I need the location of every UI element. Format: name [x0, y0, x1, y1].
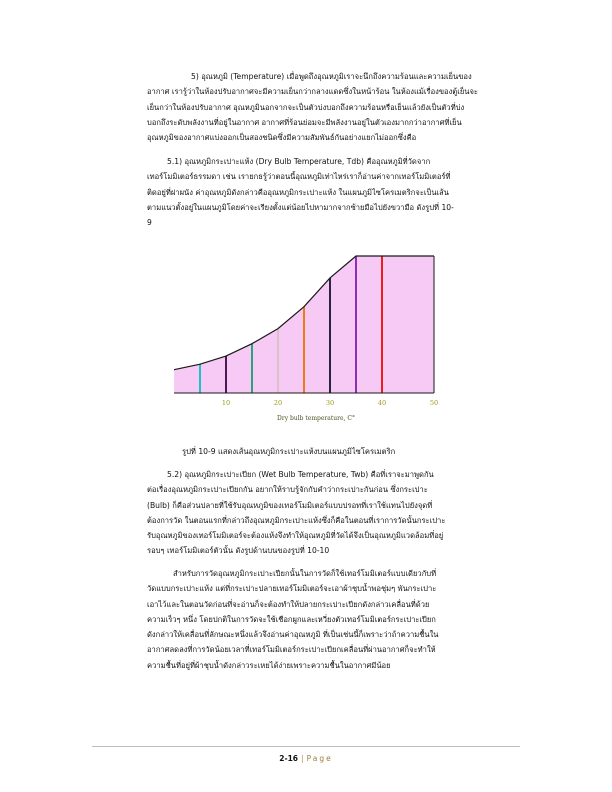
dry-bulb-chart	[170, 246, 446, 426]
paragraph-temperature	[147, 69, 519, 145]
page-footer	[0, 754, 612, 763]
text-line: ตามแนวตั้งอยู่ในแผนภูมิโดยค่าจะเรียงตั้งแต่น้อยไปหามากจากซ้ายมือไปยังขวามือ ดังรูปที่ 10-	[147, 202, 454, 212]
text-line: ความเร็วๆ หนึ่ง โดยปกติในการวัดจะใช้เชือกผูกและเหวี่ยงตัวเทอร์โมมิเตอร์กระเปาะเปียก	[147, 614, 436, 624]
text-line: ดังกล่าวให้เคลื่อนที่ลักษณะหนึ่งแล้วจึงอ่านค่าอุณหภูมิ ที่เป็นเช่นนี้ก็เพราะว่าถ้าความชื้นใน	[147, 630, 439, 640]
text-line: รอบๆ เทอร์โมมิเตอร์ตัวนั้น ดังรูปด้านบนของรูปที่ 10-10	[147, 546, 330, 556]
text-line: 5.1) อุณหภูมิกระเปาะแห้ง (Dry Bulb Temperature, Tdb) คืออุณหภูมิที่วัดจาก	[167, 157, 431, 166]
text-line: 5.2) อุณหภูมิกระเปาะเปียก (Wet Bulb Temperature, Twb) คือที่เราจะมาพูดกัน	[167, 470, 434, 479]
footer-separator: |	[301, 754, 304, 763]
text-line: เอาไว้และในตอนวัดก่อนที่จะอ่านก็จะต้องทำให้ปลายกระเปาะเปียกดังกล่าวเคลื่อนที่ด้วย	[147, 599, 430, 609]
text-line: รับอุณหภูมิของเทอร์โมมิเตอร์จะต้องแห้งจึงทำให้อุณหภูมิที่วัดได้จึงเป็นอุณหภูมิแวดล้อมที่อยู่	[147, 531, 444, 541]
text-line: อากาศ เรารู้ว่าในห้องปรับอากาศจะมีความเย็นกว่ากลางแดดซึ่งในหน้าร้อน ในห้องแม้เรื่องของตู้เย็นจะ	[147, 87, 478, 97]
text-line: 9	[147, 218, 152, 228]
footer-divider	[92, 746, 520, 747]
text-line: ความชื้นที่อยู่ที่ผ้าชุบน้ำดังกล่าวระเหยได้ง่ายเพราะความชื้นในอากาศมีน้อย	[147, 660, 391, 670]
text-line: (Bulb) ก็คือส่วนปลายที่ใช้รับอุณหภูมิของเทอร์โมมิเตอร์แบบปรอทที่เราใช้แทนไปยังจุดที่	[147, 500, 433, 510]
text-line: อุณหภูมิของอากาศแบ่งออกเป็นสองชนิดซึ่งมีความสัมพันธ์กันอย่างแยกไม่ออกซึ่งคือ	[147, 133, 417, 143]
text-line: เย็นกว่าในห้องปรับอากาศ อุณหภูมินอกจากจะเป็นตัวบ่งบอกถึงความร้อนหรือเย็นแล้วยังเป็นตัวที่บ่ง	[147, 102, 465, 112]
x-axis-label: Dry bulb temperature, C°	[277, 415, 355, 422]
paragraph-dry-bulb	[147, 154, 519, 230]
text-line: ต้องการวัด ในตอนแรกที่กล่าวถึงอุณหภูมิกระเปาะแห้งซึ่งก็คือในตอนที่เราการวัดนั้นกระเปาะ	[147, 515, 446, 525]
page-word: Page	[306, 754, 333, 763]
text-line: ติดอยู่ที่ฝาผนัง ค่าอุณหภูมิดังกล่าวคืออุณหภูมิกระเปาะแห้ง ในแผนภูมิไซโครเมตริกจะเป็นเส้น	[147, 187, 449, 197]
x-tick-label: 50	[429, 399, 439, 407]
x-tick-label: 20	[273, 399, 283, 407]
figure-caption: รูปที่ 10-9 แสดงเส้นอุณหภูมิกระเปาะแห้งบนแผนภูมิไซโครเมตริก	[182, 447, 396, 456]
text-line: อากาศลดลงที่การวัดน้อยเวลาที่เทอร์โมมิเตอร์กระเปาะเปียกเคลื่อนที่ผ่านอากาศก็จะทำให้	[147, 645, 436, 655]
text-line: สำหรับการวัดอุณหภูมิกระเปาะเปียกนั้นในการวัดก็ใช้เทอร์โมมิเตอร์แบบเดียวกับที่	[173, 569, 437, 578]
page-number: 2-16	[279, 754, 299, 763]
x-tick-label: 40	[377, 399, 387, 407]
x-tick-label: 30	[325, 399, 335, 407]
text-line: ต่อเรื่องอุณหภูมิกระเปาะเปียกกัน อยากให้ราบรู้จักกับคำว่ากระเปาะกันก่อน ซึ่งกระเปาะ	[147, 485, 428, 495]
text-line: 5) อุณหภูมิ (Temperature) เมื่อพูดถึงอุณหภูมิเราจะนึกถึงความร้อนและความเย็นของ	[191, 72, 472, 81]
chart-svg	[170, 246, 446, 426]
text-line: วัดแบบกระเปาะแห้ง แต่ที่กระเปาะปลายเทอร์โมมิเตอร์จะเอาผ้าชุบน้ำพอชุ่มๆ พันกระเปาะ	[147, 584, 437, 594]
text-line: เทอร์โมมิเตอร์ธรรมดา เช่น เรายกธรู้ว่าตอนนี้อุณหภูมิเท่าไหร่เราก็อ่านค่าจากเทอร์โมมิเตอร์ที่	[147, 172, 451, 182]
paragraph-wet-bulb-measurement	[147, 566, 519, 673]
text-line: บอกถึงระดับพลังงานที่อยู่ในอากาศ อากาศที่ร้อนย่อมจะมีพลังงานอยู่ในตัวเองมากกว่าอากาศที่เย็น	[147, 117, 462, 127]
paragraph-wet-bulb	[147, 467, 519, 559]
x-tick-label: 10	[221, 399, 231, 407]
